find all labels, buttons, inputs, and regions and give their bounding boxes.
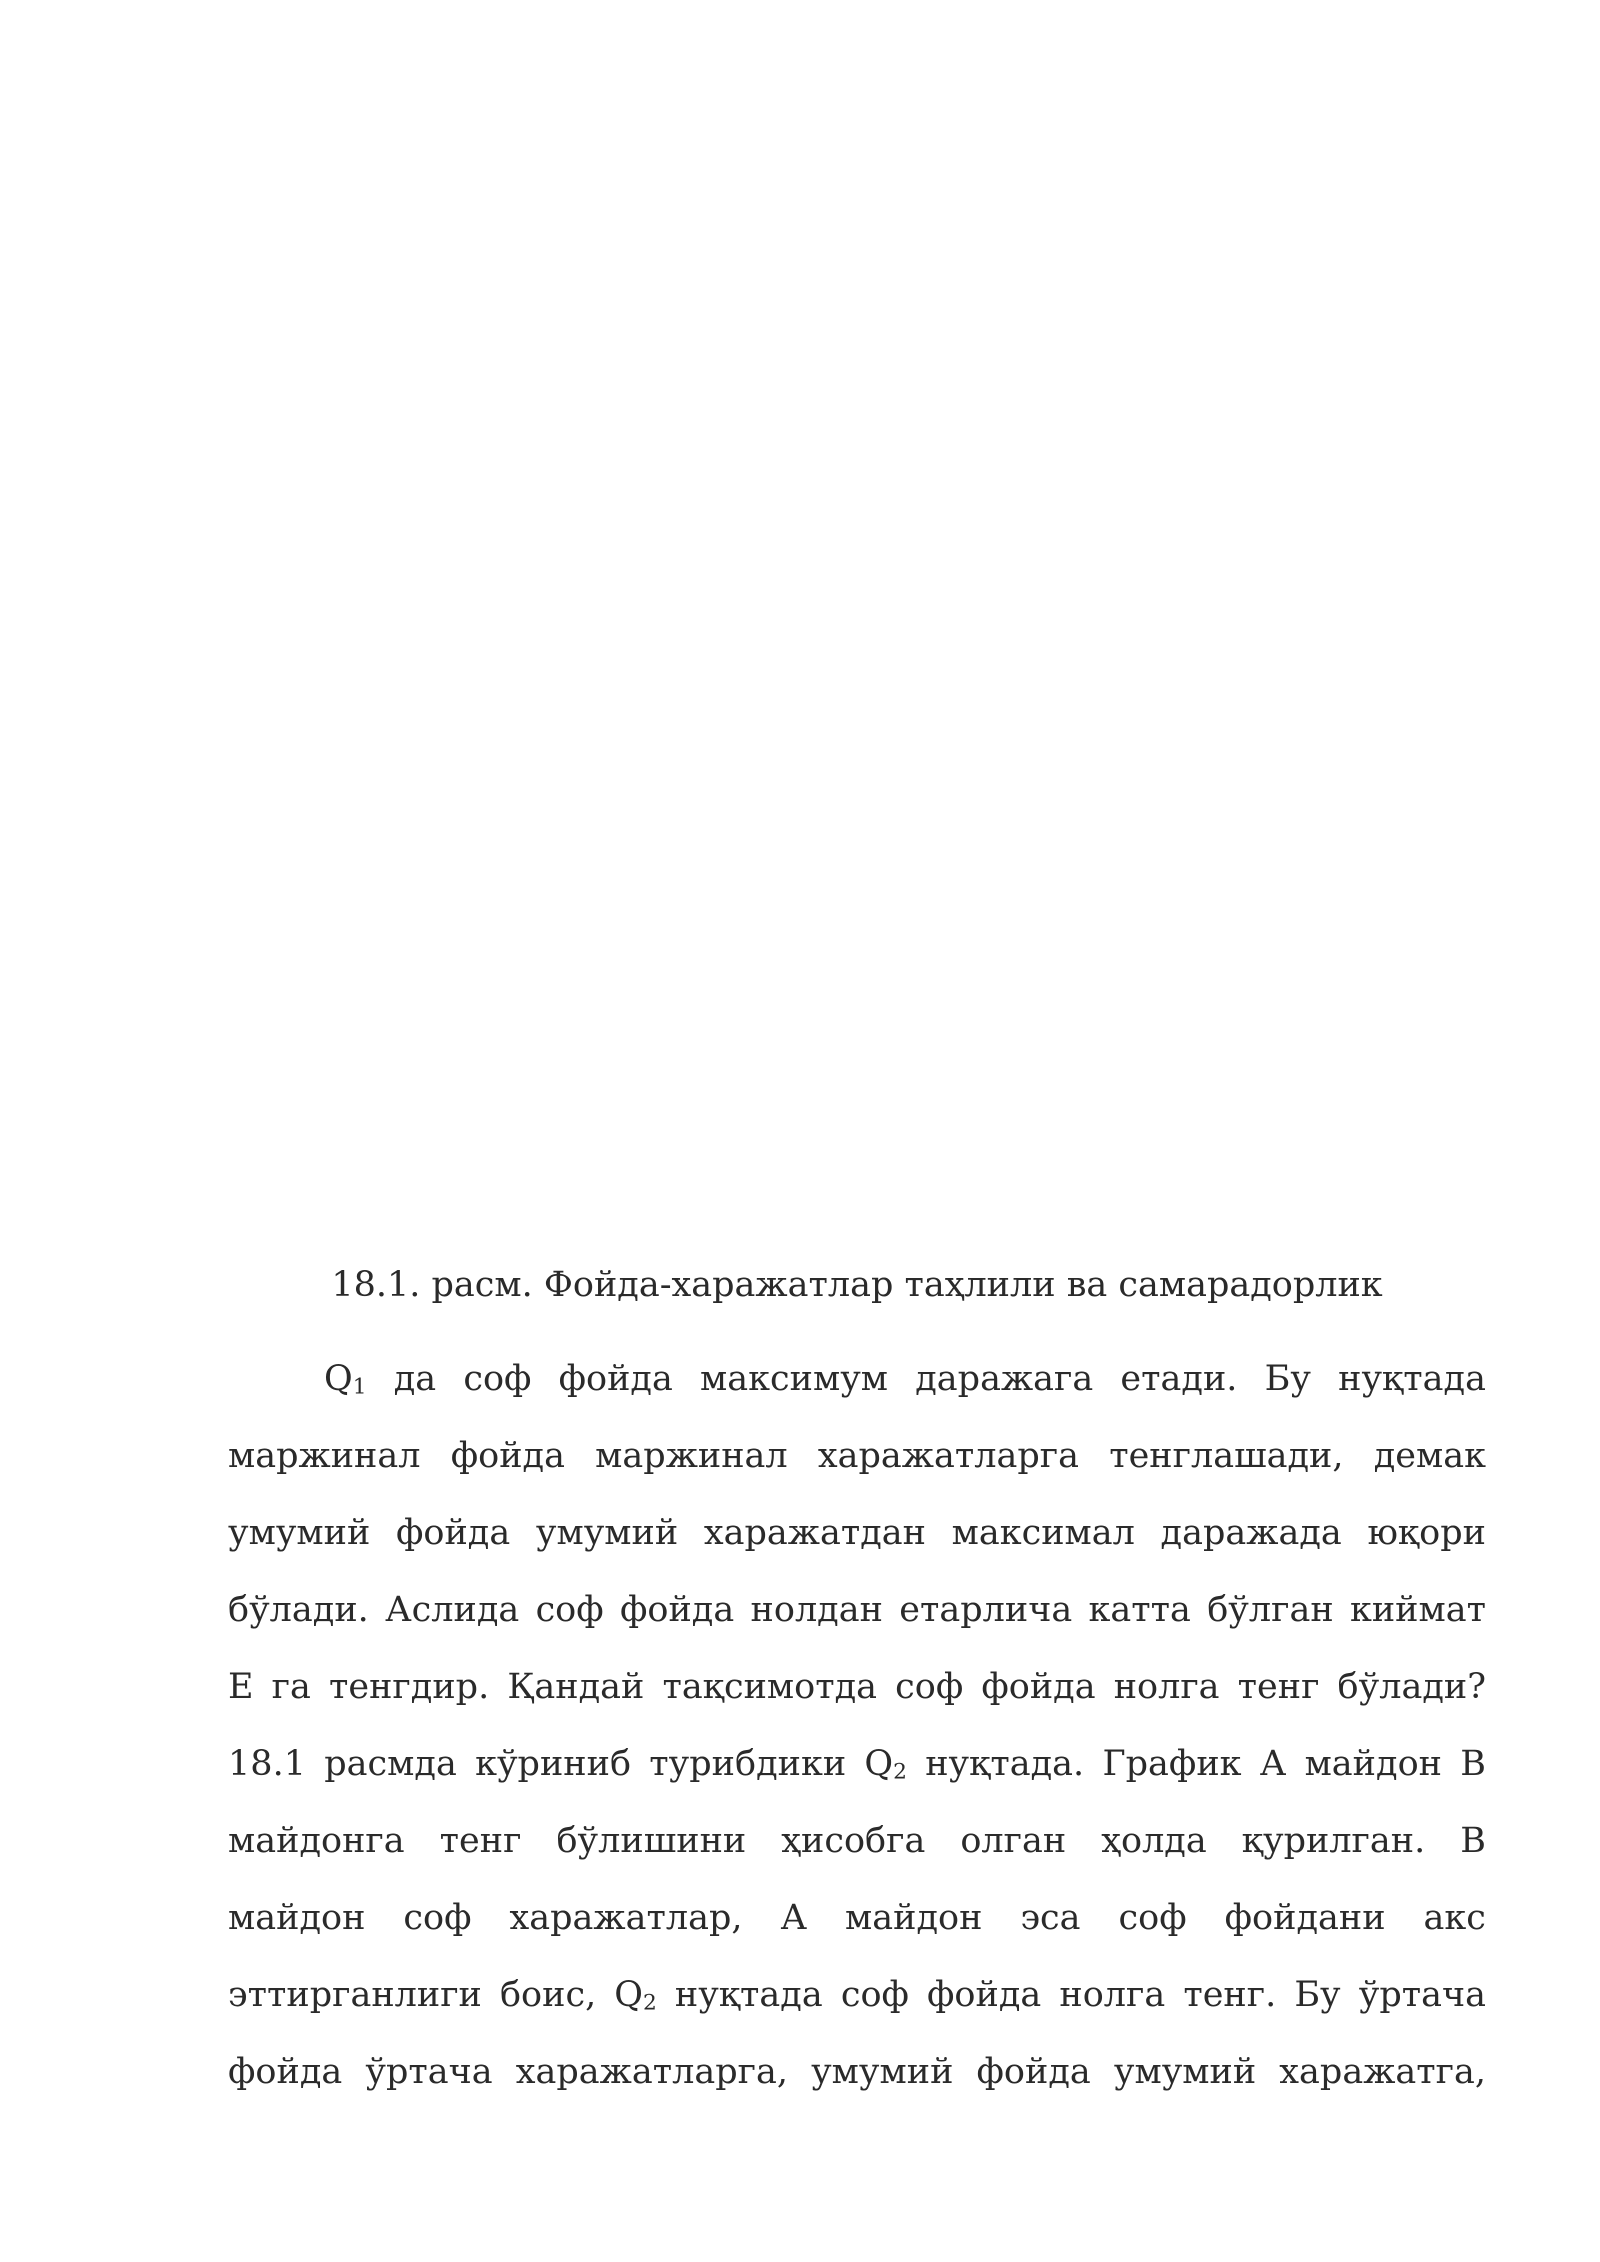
word: В — [1460, 1744, 1486, 1784]
word: фойда — [558, 1359, 673, 1399]
word: тенгдир. — [329, 1667, 490, 1707]
word: майдонга — [228, 1821, 405, 1861]
word: катта — [1088, 1590, 1191, 1630]
word: умумий — [228, 1513, 371, 1553]
word: Е — [228, 1667, 254, 1707]
figure-placeholder — [228, 40, 1486, 1230]
word: нолдан — [750, 1590, 883, 1630]
word: ўртача — [1358, 1975, 1486, 2015]
word: нолга — [1059, 1975, 1166, 2015]
word: демак — [1373, 1436, 1486, 1476]
word: акс — [1423, 1898, 1486, 1938]
word: харажатга, — [1279, 2052, 1486, 2092]
word: маржинал — [595, 1436, 788, 1476]
figure-caption: 18.1. расм. Фойда-харажатлар таҳлили ва самарадорлик — [331, 1265, 1383, 1305]
paragraph-line — [228, 1660, 1486, 1737]
word: $Q_1$ — [324, 1359, 367, 1400]
word: харажатларга — [817, 1436, 1079, 1476]
word: фойда — [619, 1590, 735, 1630]
word: майдон — [1304, 1744, 1442, 1784]
word: фойда — [981, 1667, 1096, 1707]
word: нуқтада. — [925, 1744, 1085, 1784]
word: майдон — [845, 1898, 983, 1938]
word: соф — [840, 1975, 909, 2015]
word: Аслида — [385, 1590, 520, 1630]
word: эттирганлиги — [228, 1975, 482, 2015]
word: умумий — [535, 1513, 679, 1553]
word: 18.1 — [228, 1744, 306, 1784]
word: етарлича — [899, 1590, 1073, 1630]
word: В — [1460, 1821, 1486, 1861]
word: бўлган — [1207, 1590, 1334, 1630]
word: нуқтада — [674, 1975, 823, 2015]
word: соф — [403, 1898, 472, 1938]
word: соф — [463, 1359, 532, 1399]
word: тақсимотда — [662, 1667, 878, 1707]
word: тенг — [1237, 1667, 1320, 1707]
word: бўлишини — [556, 1821, 747, 1861]
word: фойдани — [1224, 1898, 1386, 1938]
word: нолга — [1113, 1667, 1220, 1707]
word: фойда — [395, 1513, 511, 1553]
word: харажатларга, — [515, 2052, 788, 2092]
word: ҳолда — [1101, 1821, 1207, 1861]
word: юқори — [1367, 1513, 1486, 1553]
word: соф — [895, 1667, 964, 1707]
word: А — [1259, 1744, 1287, 1784]
word: $Q_2$ — [864, 1744, 907, 1785]
word: эса — [1020, 1898, 1081, 1938]
word: максимум — [700, 1359, 889, 1399]
word: расмда — [324, 1744, 457, 1784]
word: маржинал — [228, 1436, 421, 1476]
paragraph — [228, 1352, 1486, 2122]
paragraph-line — [228, 1968, 1486, 2045]
word: харажатдан — [703, 1513, 926, 1553]
paragraph-line — [228, 1891, 1486, 1968]
word: фойда — [450, 1436, 565, 1476]
paragraph-line — [228, 1814, 1486, 1891]
word: турибдики — [649, 1744, 847, 1784]
word: ҳисобга — [781, 1821, 926, 1861]
word: График — [1102, 1744, 1242, 1784]
word: бўлади? — [1337, 1667, 1486, 1707]
word: фойда — [228, 2052, 343, 2092]
word: киймат — [1349, 1590, 1486, 1630]
word: тенглашади, — [1109, 1436, 1344, 1476]
word: бўлади. — [228, 1590, 369, 1630]
word: тенг — [439, 1821, 522, 1861]
word: кўриниб — [475, 1744, 632, 1784]
word: ўртача — [365, 2052, 493, 2092]
word: га — [271, 1667, 311, 1707]
paragraph-line — [228, 1583, 1486, 1660]
word: Қандай — [507, 1667, 645, 1707]
word: харажатлар, — [509, 1898, 743, 1938]
word: соф — [535, 1590, 604, 1630]
word: етади. — [1120, 1359, 1238, 1399]
word: тенг. — [1183, 1975, 1277, 2015]
word: Бу — [1294, 1975, 1341, 2015]
word: максимал — [951, 1513, 1135, 1553]
word: умумий — [811, 2052, 954, 2092]
word: А — [780, 1898, 808, 1938]
word: даражада — [1160, 1513, 1342, 1553]
word: Бу — [1264, 1359, 1311, 1399]
paragraph-line — [228, 1506, 1486, 1583]
word: фойда — [927, 1975, 1042, 2015]
word: майдон — [228, 1898, 366, 1938]
word: боис, — [499, 1975, 597, 2015]
word: умумий — [1113, 2052, 1257, 2092]
paragraph-line — [228, 1429, 1486, 1506]
word: даражага — [915, 1359, 1094, 1399]
paragraph-line — [228, 1352, 1486, 1429]
paragraph-line — [228, 2045, 1486, 2122]
paragraph-line — [228, 1737, 1486, 1814]
word: қурилган. — [1241, 1821, 1426, 1861]
word: олган — [960, 1821, 1067, 1861]
word: $Q_2$ — [614, 1975, 657, 2016]
word: фойда — [976, 2052, 1091, 2092]
word: соф — [1118, 1898, 1187, 1938]
word: да — [393, 1359, 437, 1399]
word: нуқтада — [1338, 1359, 1486, 1399]
